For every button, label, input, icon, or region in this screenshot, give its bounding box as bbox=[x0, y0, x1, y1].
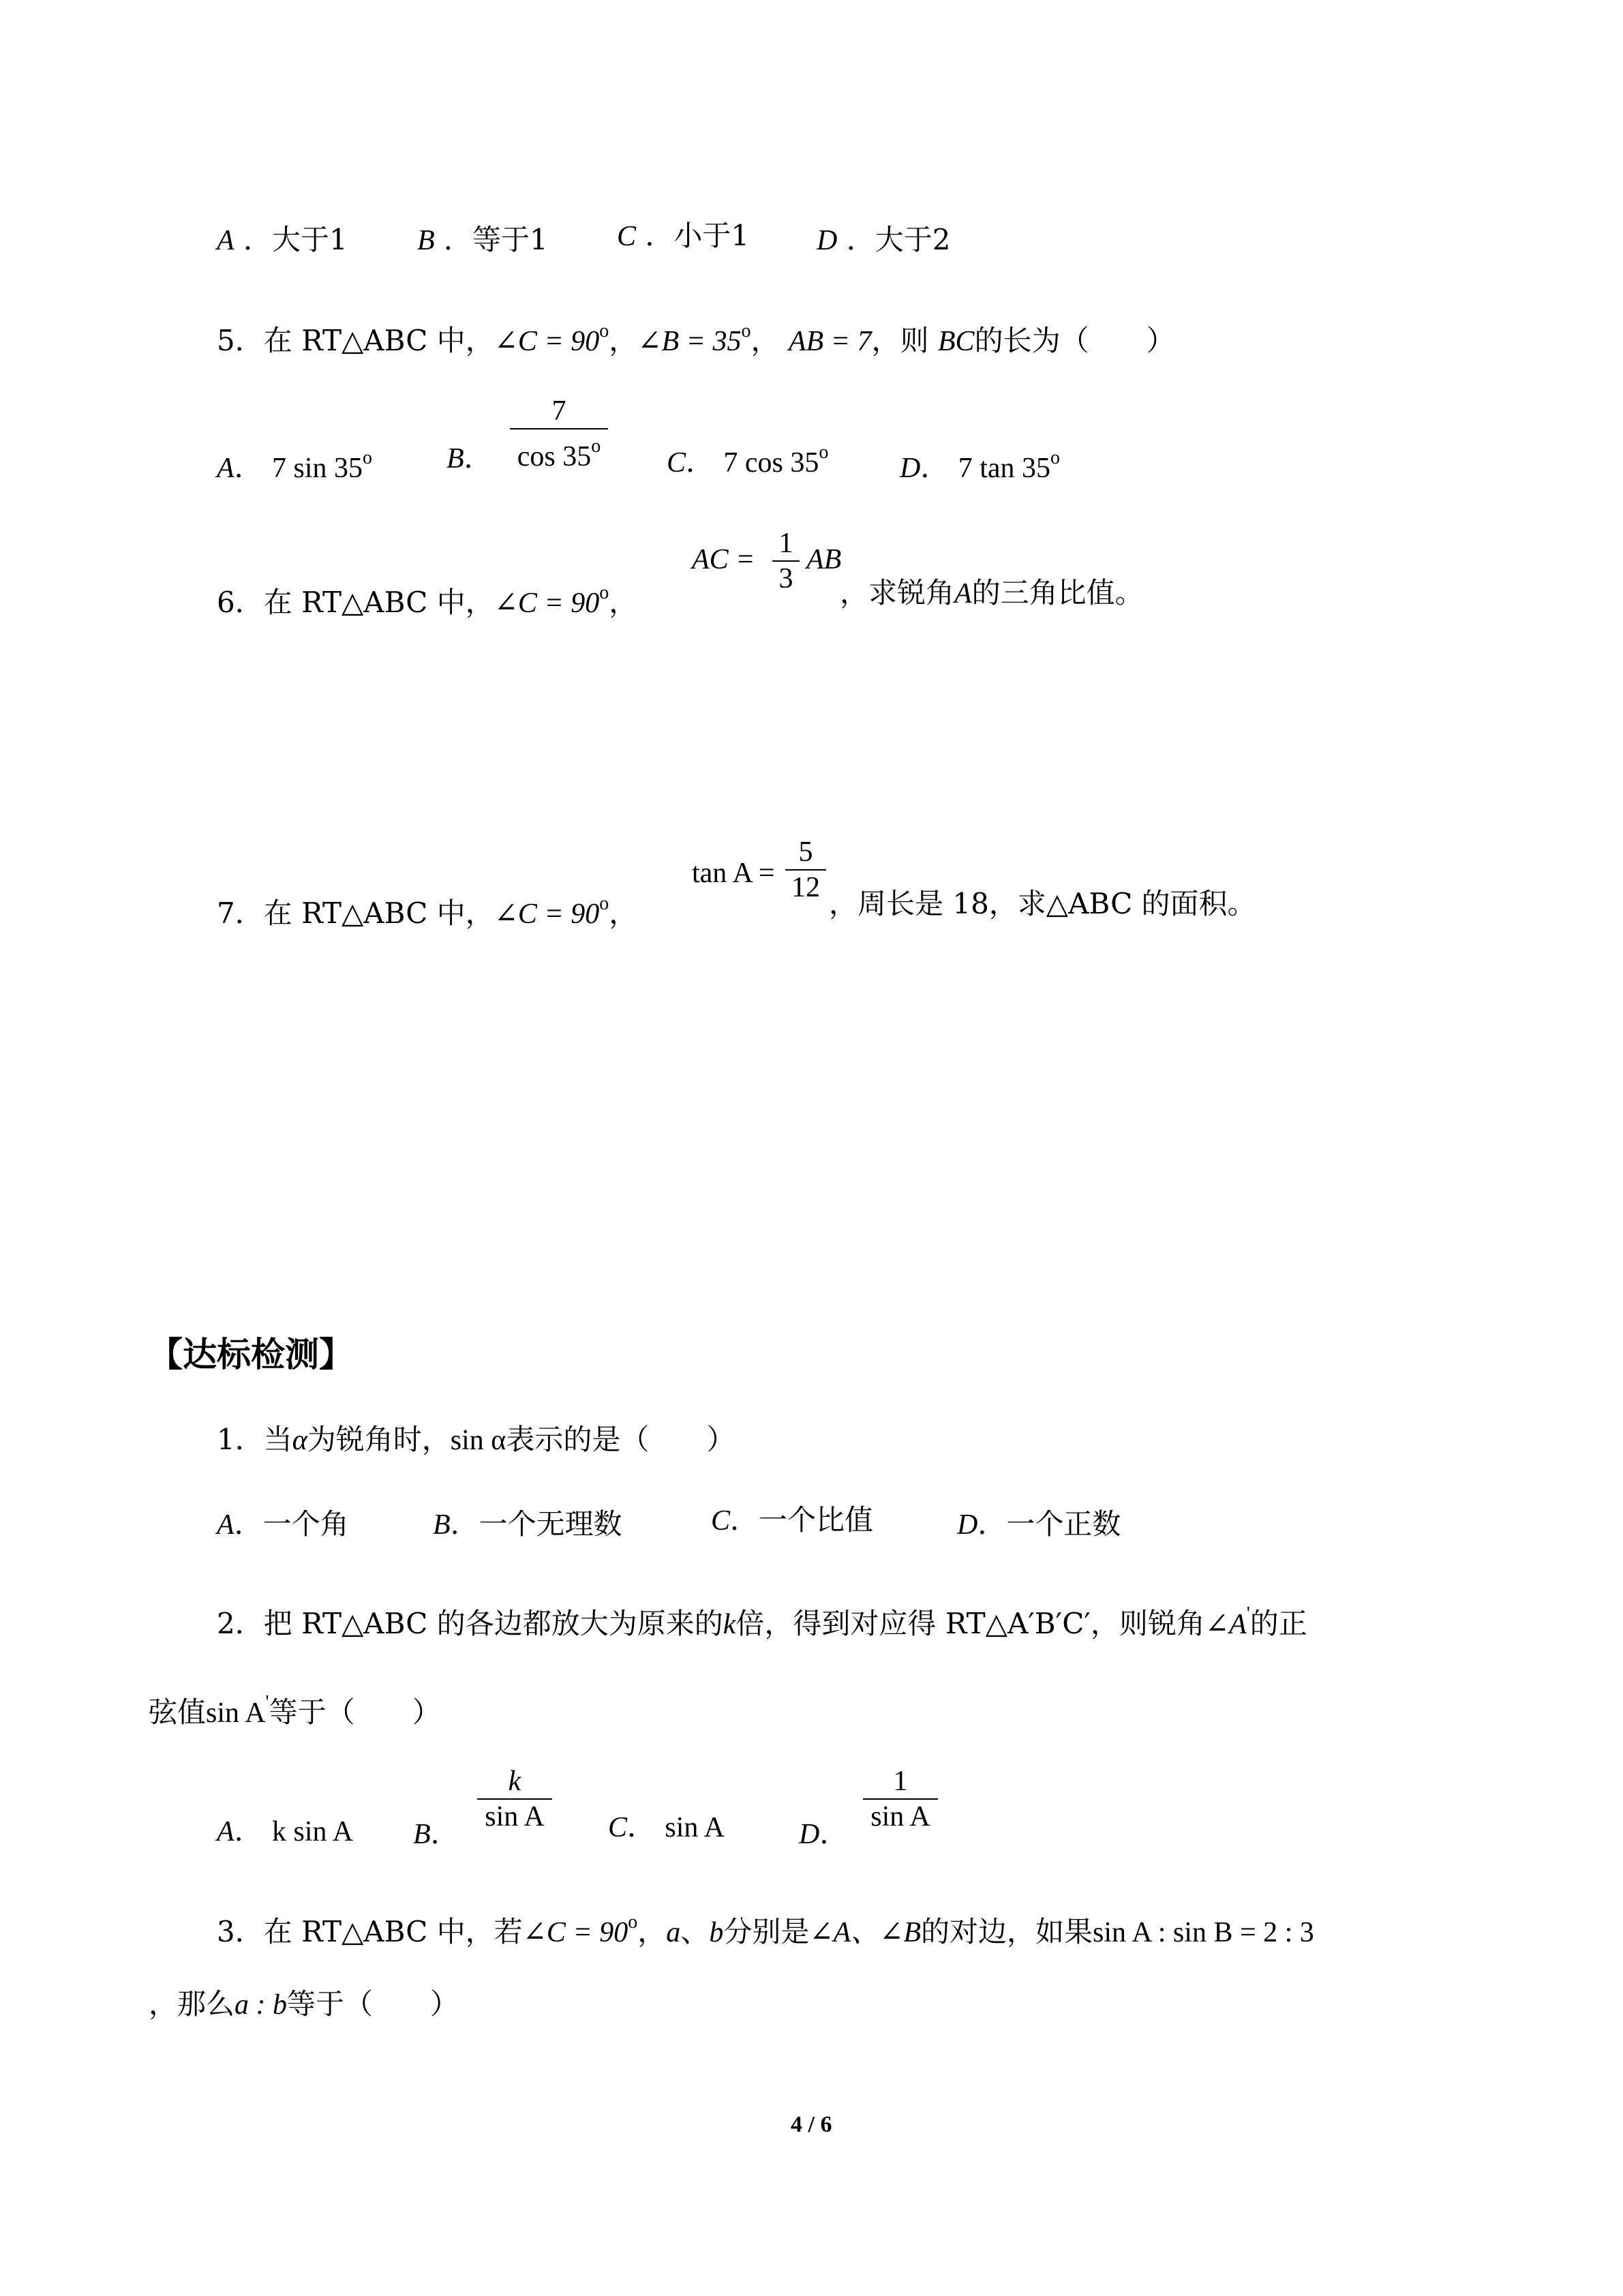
q6-stem-start: 6．在 RT△ABC 中，∠C = $90^o$， bbox=[217, 582, 638, 619]
t3-condition: ∠C = 90 bbox=[522, 1917, 628, 1948]
q5-option-b-fraction bbox=[510, 394, 608, 474]
degree-sign: o bbox=[741, 320, 751, 342]
fraction-numerator: 1 bbox=[778, 528, 793, 559]
q5-cond-ab: AB = 7 bbox=[788, 326, 872, 357]
option-text: ．一个正数 bbox=[977, 1507, 1121, 1541]
option-label: A bbox=[217, 453, 234, 484]
option-dot: ． bbox=[819, 1817, 849, 1850]
prime-mark: ' bbox=[265, 1692, 269, 1713]
q5-tail: 的长为（ ） bbox=[974, 324, 1175, 357]
option-text: ．一个比值 bbox=[730, 1503, 874, 1537]
fraction-denominator: 3 bbox=[778, 563, 793, 594]
q6-stem-end bbox=[840, 573, 1144, 614]
degree-sign: o bbox=[599, 893, 609, 914]
option-expression: 7 cos 35 bbox=[723, 447, 819, 479]
q6-number: 6．在 RT△ABC 中， bbox=[217, 586, 494, 619]
t3-dun: 、 bbox=[680, 1915, 710, 1948]
option-text: ．一个无理数 bbox=[450, 1507, 622, 1541]
option-label: B bbox=[413, 1819, 431, 1850]
option-label: C bbox=[711, 1505, 731, 1537]
q6-cond-c: ∠C = 90 bbox=[494, 588, 600, 619]
prime-mark: ' bbox=[1246, 1603, 1250, 1625]
option-dot: ． bbox=[430, 1817, 459, 1850]
option-label: D bbox=[900, 453, 921, 484]
fraction-denominator: cos 35$^o$ bbox=[517, 436, 601, 472]
q5-option-a bbox=[217, 438, 372, 489]
option-expression: sin A bbox=[665, 1812, 725, 1843]
equation-rhs: AB bbox=[806, 544, 842, 575]
q5-mid: ，则 bbox=[871, 324, 929, 357]
q4-option-b bbox=[417, 220, 548, 261]
t3-ab: a : b bbox=[234, 1989, 288, 2021]
q7-stem-end bbox=[829, 883, 1256, 924]
option-label: A bbox=[217, 1509, 234, 1541]
option-text: ．大于1 bbox=[243, 223, 348, 256]
q7-stem-start: 7．在 RT△ABC 中，∠C = $90^o$， bbox=[217, 893, 638, 930]
option-expression: 7 sin 35 bbox=[272, 453, 363, 484]
option-label: A bbox=[217, 225, 234, 256]
t2-option-d-fraction bbox=[863, 1764, 938, 1834]
t3-mid: 分别是 bbox=[723, 1915, 810, 1948]
q6-lhs bbox=[692, 539, 755, 580]
degree-sign: o bbox=[363, 447, 373, 468]
t2-line-2 bbox=[149, 1682, 441, 1734]
q7-number: 7．在 RT△ABC 中， bbox=[217, 896, 494, 930]
q7-lhs bbox=[692, 852, 775, 894]
t3-angles: ∠A、∠B bbox=[809, 1917, 922, 1948]
q6-angle: A bbox=[954, 578, 972, 609]
option-label: C bbox=[667, 447, 686, 479]
t3-line-2 bbox=[149, 1984, 459, 2025]
q5-cond-b: ∠B = 35 bbox=[637, 326, 742, 357]
t1-expression: sin α bbox=[450, 1425, 506, 1456]
t1-mid: 为锐角时， bbox=[307, 1423, 451, 1456]
t2-text-a: 2．把 RT△ABC 的各边都放大为原来的 bbox=[217, 1607, 723, 1640]
q4-option-c bbox=[617, 215, 749, 257]
t1-option-a bbox=[217, 1504, 349, 1545]
t3-b: b bbox=[709, 1917, 724, 1948]
option-dot: ． bbox=[234, 451, 263, 484]
t1-option-c bbox=[711, 1500, 873, 1541]
t1-stem bbox=[217, 1419, 735, 1461]
fraction-denominator: 12 bbox=[791, 872, 820, 903]
option-label: B bbox=[433, 1509, 451, 1541]
option-label: B bbox=[446, 443, 464, 474]
t3-sep: ， bbox=[637, 1915, 667, 1948]
q5-stem: 5．在 RT△ABC 中，∠C = $90^o$，∠B = $35^o$， AB = 7，则 BC的长为（ ） bbox=[217, 320, 1175, 357]
t2-option-d-label bbox=[799, 1813, 848, 1855]
fraction-denominator: sin A bbox=[870, 1801, 930, 1832]
t2-angle: ∠A bbox=[1204, 1609, 1247, 1640]
t2-k: k bbox=[723, 1609, 736, 1640]
option-label: D bbox=[799, 1819, 820, 1850]
option-dot: ． bbox=[686, 445, 715, 479]
equation-lhs: AC = bbox=[692, 544, 755, 575]
t2-text-c: 的正 bbox=[1249, 1607, 1307, 1640]
q4-option-a bbox=[217, 220, 348, 261]
section-title: 【达标检测】 bbox=[149, 1334, 353, 1374]
option-dot: ． bbox=[627, 1810, 656, 1843]
t2-line-1 bbox=[217, 1594, 1307, 1645]
q7-fraction bbox=[785, 835, 826, 905]
t2-expression: sin A bbox=[206, 1697, 266, 1729]
t2-text-b: 倍，得到对应得 RT△A′B′C′，则锐角 bbox=[735, 1607, 1205, 1640]
q6-fraction bbox=[772, 526, 800, 596]
option-dot: ． bbox=[920, 451, 950, 484]
t1-alpha: α bbox=[292, 1425, 307, 1456]
q5-option-b-label bbox=[446, 438, 493, 479]
q6-tail: ，求锐角 bbox=[840, 576, 955, 609]
option-expression: 7 tan 35 bbox=[958, 453, 1051, 484]
option-label: C bbox=[617, 221, 637, 252]
q5-option-c bbox=[667, 432, 828, 483]
degree-sign: o bbox=[628, 1912, 638, 1933]
q7-tail: ，周长是 18，求△ABC 的面积。 bbox=[829, 887, 1256, 920]
q5-cond-c: ∠C = 90 bbox=[494, 326, 600, 357]
q4-option-d bbox=[817, 220, 950, 261]
q5-target: BC bbox=[937, 326, 975, 357]
equation-lhs: tan A = bbox=[692, 858, 775, 889]
option-dot: ． bbox=[234, 1814, 263, 1847]
option-text: ．等于1 bbox=[444, 223, 548, 256]
t3-a: a bbox=[666, 1917, 681, 1948]
q5-option-d bbox=[900, 438, 1060, 489]
fraction-denominator: sin A bbox=[485, 1801, 545, 1832]
option-dot: ． bbox=[464, 441, 493, 474]
t3-text-a: 3．在 RT△ABC 中，若 bbox=[217, 1915, 523, 1948]
option-text: ．小于1 bbox=[645, 219, 750, 252]
t3-text-c: 等于（ ） bbox=[287, 1987, 459, 2021]
option-text: ．一个角 bbox=[234, 1507, 349, 1541]
t2-option-a bbox=[217, 1811, 353, 1852]
option-text: ．大于2 bbox=[846, 223, 951, 256]
option-expression: k sin A bbox=[272, 1816, 354, 1847]
q6-tail-end: 的三角比值。 bbox=[971, 576, 1144, 609]
t2-option-b-fraction bbox=[477, 1764, 552, 1834]
degree-sign: o bbox=[599, 582, 609, 603]
t2-option-b-label bbox=[413, 1813, 459, 1855]
q7-cond-c: ∠C = 90 bbox=[494, 898, 600, 930]
t2-option-c bbox=[608, 1807, 725, 1848]
option-label: D bbox=[957, 1509, 978, 1541]
fraction-numerator: k bbox=[508, 1766, 521, 1797]
option-label: D bbox=[817, 225, 838, 256]
degree-sign: o bbox=[819, 442, 829, 463]
degree-sign: o bbox=[599, 320, 609, 342]
option-label: A bbox=[217, 1816, 234, 1847]
t1-prefix: 1．当 bbox=[217, 1423, 292, 1456]
option-label: C bbox=[608, 1812, 628, 1843]
t3-mid2: 的对边，如果 bbox=[921, 1915, 1093, 1948]
page-number: 4 / 6 bbox=[791, 2112, 832, 2137]
fraction-numerator: 7 bbox=[551, 395, 566, 427]
fraction-numerator: 5 bbox=[798, 836, 813, 868]
fraction-numerator: 1 bbox=[893, 1766, 908, 1797]
option-label: B bbox=[417, 225, 435, 256]
t1-option-d bbox=[957, 1504, 1121, 1545]
t1-tail: 表示的是（ ） bbox=[506, 1423, 735, 1456]
q6-rhs bbox=[806, 539, 841, 580]
t1-option-b bbox=[433, 1504, 622, 1545]
degree-sign: o bbox=[1050, 447, 1061, 468]
t3-ratio: sin A : sin B = 2 : 3 bbox=[1093, 1917, 1314, 1948]
t2-text-d: 弦值 bbox=[149, 1695, 207, 1729]
q5-number: 5．在 RT△ABC 中， bbox=[217, 324, 494, 357]
t3-text-b: ，那么 bbox=[149, 1987, 235, 2021]
t2-text-e: 等于（ ） bbox=[269, 1695, 441, 1729]
t3-line-1 bbox=[217, 1902, 1314, 1953]
